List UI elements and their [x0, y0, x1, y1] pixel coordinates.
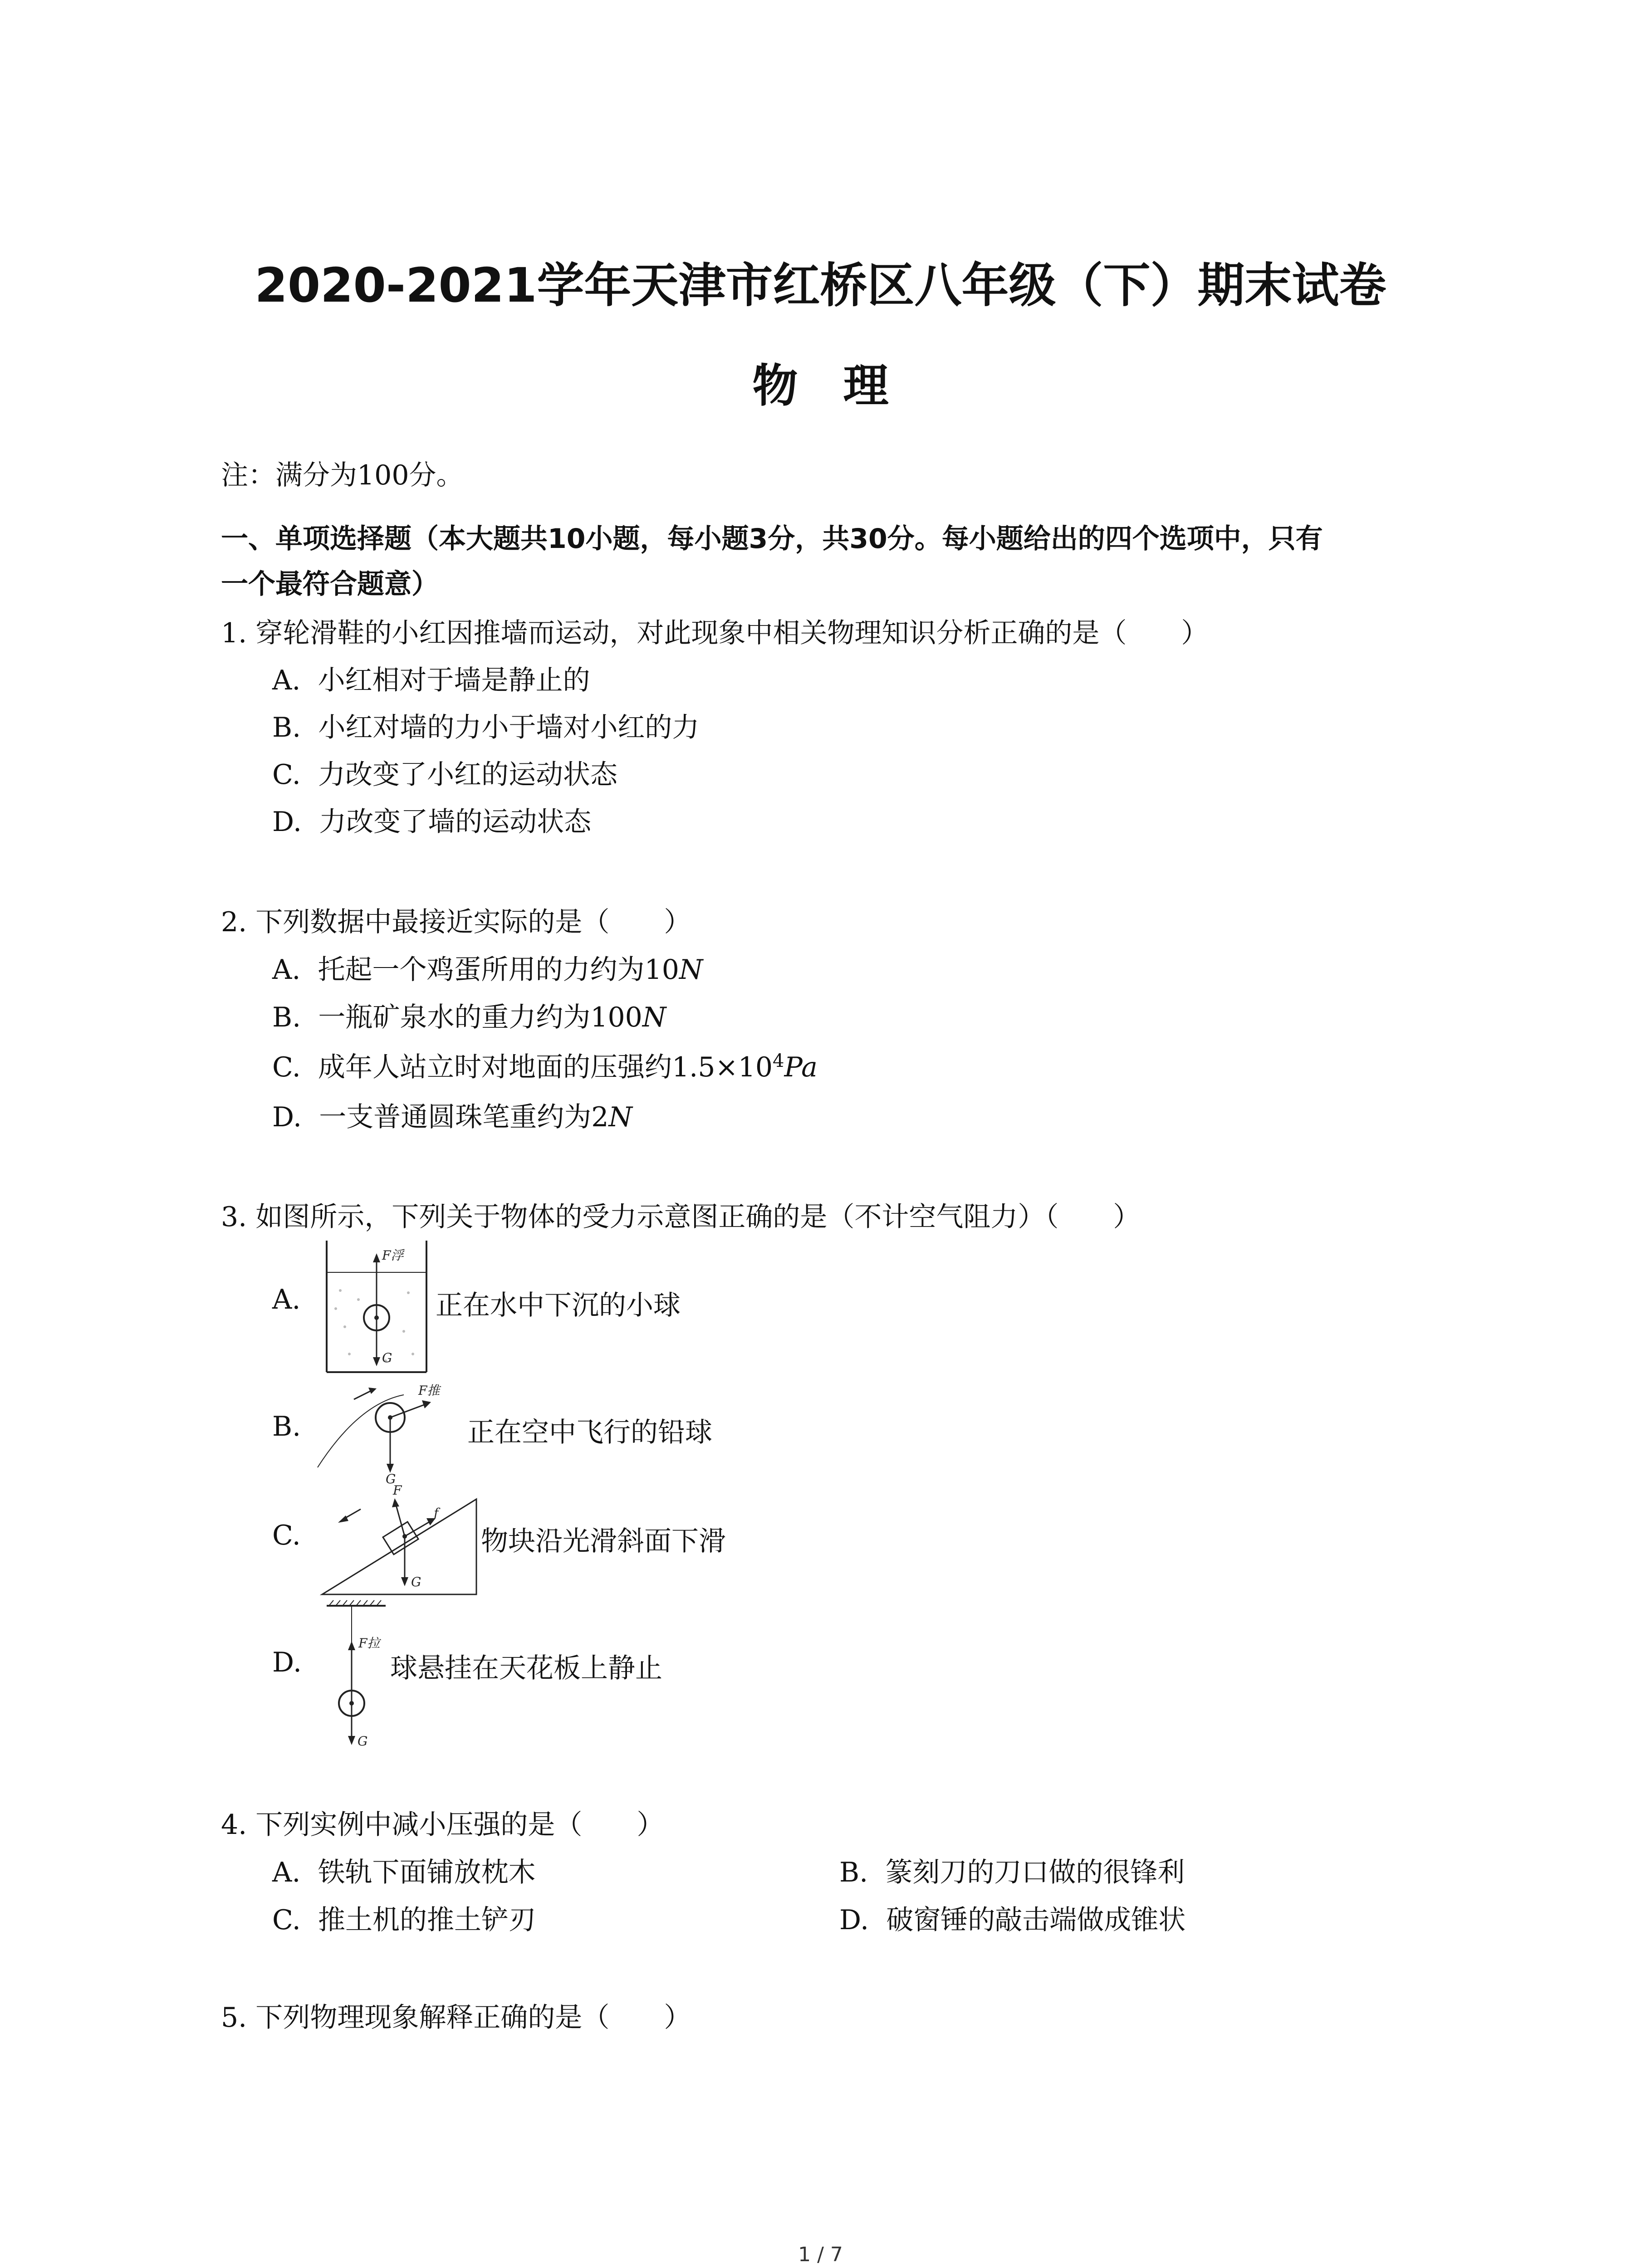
q4-option-d: D. 破窗锤的敲击端做成锥状: [839, 1904, 1186, 1936]
question-2-stem: 2. 下列数据中最接近实际的是（ ）: [221, 906, 691, 938]
question-1-stem: 1. 穿轮滑鞋的小红因推墙而运动，对此现象中相关物理知识分析正确的是（ ）: [221, 617, 1209, 649]
q3-option-a-text: 正在水中下沉的小球: [436, 1290, 681, 1321]
subject-title: 物 理: [752, 359, 889, 412]
q4-option-a: A. 铁轨下面铺放枕木: [272, 1857, 536, 1888]
q3-option-c-letter: C.: [272, 1520, 301, 1551]
q3-figure-d-hanging-ball: [318, 1597, 390, 1751]
score-note: 注：满分为100分。: [221, 459, 464, 491]
q1-option-a: A. 小红相对于墙是静止的: [272, 665, 590, 696]
q3-fig-c-gravity-label: G: [411, 1574, 421, 1589]
q1-option-c: C. 力改变了小红的运动状态: [272, 759, 617, 791]
q3-fig-c-friction-label: f: [434, 1505, 439, 1520]
q3-option-d-text: 球悬挂在天花板上静止: [390, 1652, 662, 1684]
page-number: 1 / 7: [798, 2243, 843, 2266]
question-4-stem: 4. 下列实例中减小压强的是（ ）: [221, 1809, 664, 1841]
q3-option-d-letter: D.: [272, 1647, 302, 1678]
q1-option-b: B. 小红对墙的力小于墙对小红的力: [272, 712, 700, 743]
q4-option-b: B. 篆刻刀的刀口做的很锋利: [839, 1857, 1185, 1888]
section-heading-line1: 一、单项选择题（本大题共10小题，每小题3分，共30分。每小题给出的四个选项中，只有: [221, 523, 1323, 555]
q3-fig-d-gravity-label: G: [358, 1734, 368, 1749]
q3-fig-a-gravity-label: G: [382, 1350, 392, 1365]
exam-title: 2020-2021学年天津市红桥区八年级（下）期末试卷: [255, 258, 1386, 313]
q1-option-d: D. 力改变了墙的运动状态: [272, 806, 592, 838]
question-5-stem: 5. 下列物理现象解释正确的是（ ）: [221, 2002, 691, 2033]
q3-fig-c-normal-label: F: [393, 1483, 402, 1498]
q2-option-c: C. 成年人站立时对地面的压强约$1.5\times 10^4Pa$: [272, 1051, 818, 1083]
q3-fig-b-gravity-label: G: [386, 1471, 396, 1486]
section-heading-line2: 一个最符合题意）: [221, 568, 439, 600]
q3-fig-d-tension-label: F拉: [358, 1636, 380, 1651]
q3-option-b-text: 正在空中飞行的铅球: [467, 1417, 712, 1448]
q2-option-d: D. 一支普通圆珠笔重约为2N: [272, 1101, 632, 1133]
q3-figure-c-incline: [318, 1481, 481, 1599]
q3-figure-a-sinking-ball: [318, 1241, 436, 1377]
q3-figure-b-flying-shotput: [313, 1377, 467, 1486]
q3-option-b-letter: B.: [272, 1411, 301, 1442]
question-3-stem: 3. 如图所示，下列关于物体的受力示意图正确的是（不计空气阻力）（ ）: [221, 1201, 1141, 1233]
q4-option-c: C. 推土机的推土铲刃: [272, 1904, 536, 1936]
q2-option-a: A. 托起一个鸡蛋所用的力约为10N: [272, 954, 703, 986]
q3-option-c-text: 物块沿光滑斜面下滑: [481, 1525, 726, 1557]
q2-option-b: B. 一瓶矿泉水的重力约为100N: [272, 1002, 666, 1033]
q3-option-a-letter: A.: [272, 1284, 301, 1315]
q3-fig-b-force-label: F推: [418, 1383, 440, 1398]
q3-fig-a-buoyancy-label: F浮: [382, 1248, 404, 1263]
